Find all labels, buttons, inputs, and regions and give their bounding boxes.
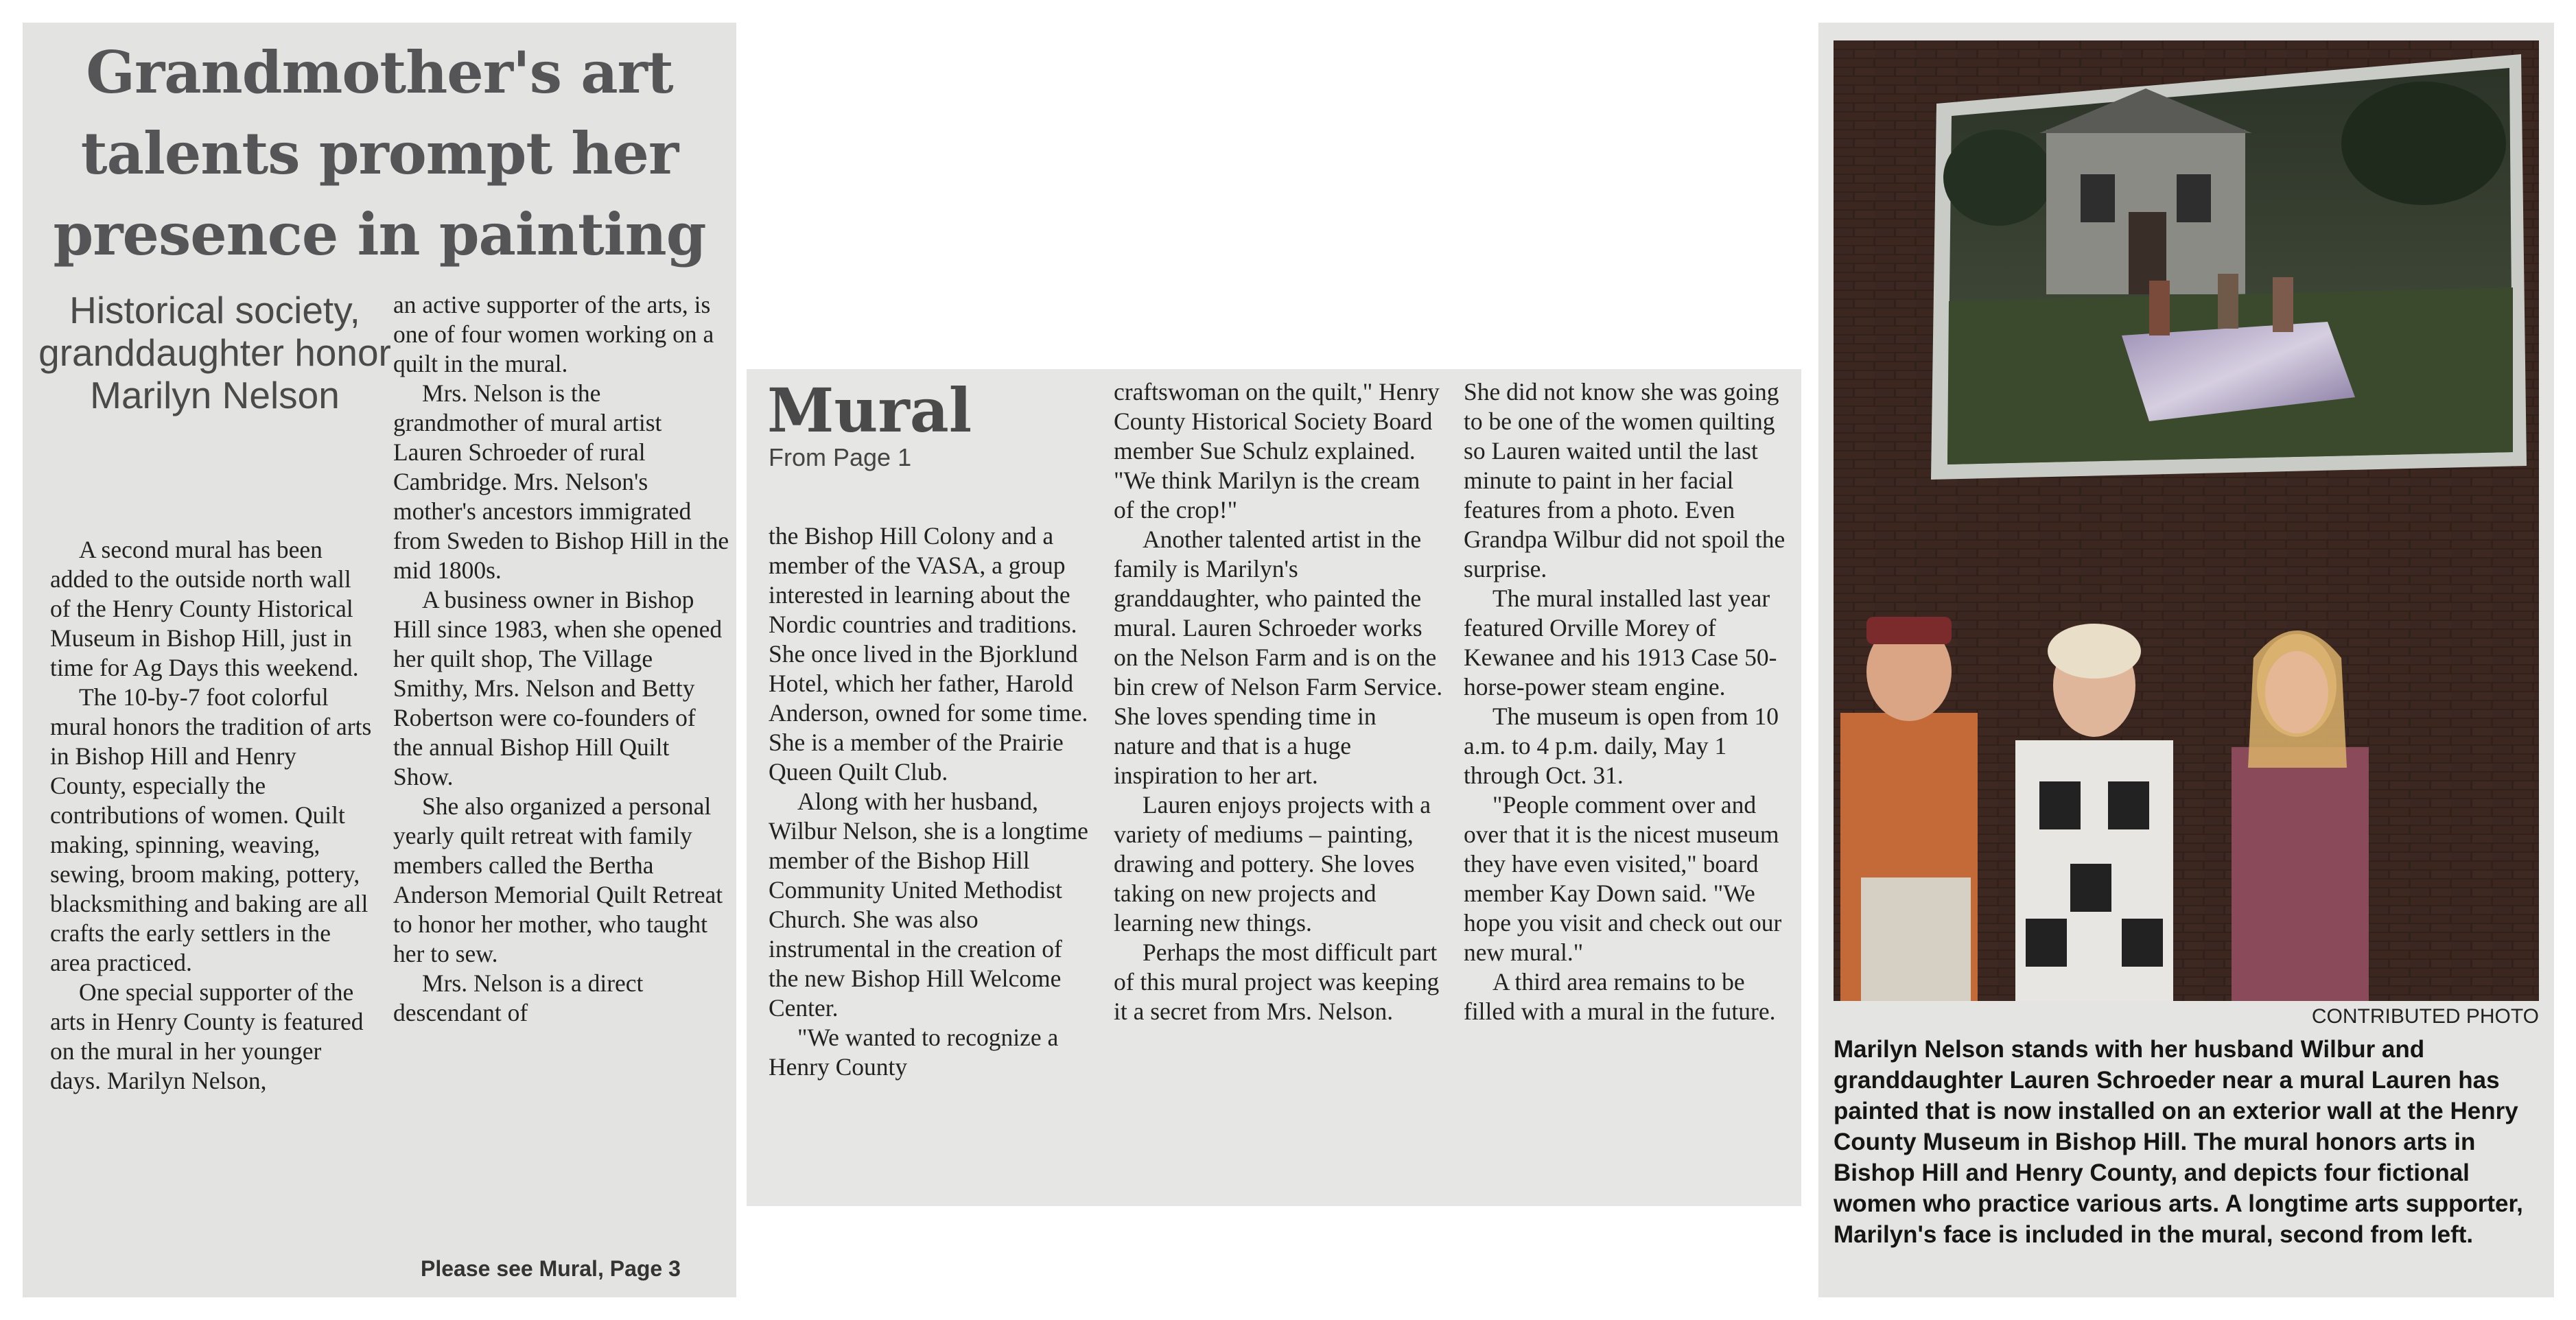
paragraph: craftswoman on the quilt," Henry County Historical Society Board member Sue Schulz explained. "We think Marilyn is the cream of the crop!"	[1114, 378, 1440, 523]
paragraph: an active supporter of the arts, is one of four women working on a quilt in the mural.	[393, 291, 714, 377]
from-page-label: From Page 1	[769, 443, 912, 471]
photo-clipping	[1818, 23, 2554, 1297]
headline: Grandmother's art talents prompt her presence in painting	[53, 38, 706, 268]
paragraph: A second mural has been added to the outside north wall of the Henry County Historical Museum in Bishop Hill, just in time for Ag Days this weekend.	[50, 536, 359, 681]
jump-column-1	[769, 521, 1091, 1082]
paragraph: "People comment over and over that it is the nicest museum they have even visited," board member Kay Down said. "We hope you visit and check out our new mural."	[1464, 791, 1782, 966]
deck-subheadline: Historical society, granddaughter honor Marilyn Nelson	[38, 289, 391, 416]
paragraph: Another talented artist in the family is Marilyn's granddaughter, who painted the mural. Lauren Schroeder works on the Nelson Farm and is on the bin crew of Nelson Farm Service. She loves spending time in nature and that is a huge inspiration to her art.	[1114, 526, 1443, 789]
photo-credit: CONTRIBUTED PHOTO	[2311, 1005, 2539, 1028]
paragraph: Perhaps the most difficult part of this mural project was keeping it a secret from Mrs. Nelson.	[1114, 939, 1440, 1025]
front-column-1	[50, 535, 376, 1096]
paragraph: The museum is open from 10 a.m. to 4 p.m. daily, May 1 through Oct. 31.	[1464, 703, 1779, 789]
paragraph: One special supporter of the arts in Henry County is featured on the mural in her younger days. Marilyn Nelson,	[50, 978, 364, 1094]
front-page-clipping	[23, 23, 736, 1297]
paragraph: Lauren enjoys projects with a variety of mediums – painting, drawing and pottery. She loves taking on new projects and learning new things.	[1114, 791, 1431, 936]
jump-column-3	[1464, 377, 1793, 1026]
paragraph: She also organized a personal yearly quilt retreat with family members called the Bertha Anderson Memorial Quilt Retreat to honor her mother, who taught her to sew.	[393, 792, 723, 967]
paragraph: Mrs. Nelson is the grandmother of mural artist Lauren Schroeder of rural Cambridge. Mrs. Nelson's mother's ancestors immigrated from Sweden to Bishop Hill in the mid 1800s.	[393, 379, 729, 584]
paragraph: She did not know she was going to be one of the women quilting so Lauren waited until the last minute to paint in her facial features from a photo. Even Grandpa Wilbur did not spoil the surprise.	[1464, 378, 1785, 582]
paragraph: "We wanted to recognize a Henry County	[769, 1024, 1059, 1081]
jump-line: Please see Mural, Page 3	[421, 1256, 681, 1281]
jump-column-2	[1114, 377, 1443, 1026]
paragraph: The mural installed last year featured Orville Morey of Kewanee and his 1913 Case 50-horse-power steam engine.	[1464, 585, 1777, 700]
paragraph: Mrs. Nelson is a direct descendant of	[393, 969, 644, 1026]
paragraph: the Bishop Hill Colony and a member of the VASA, a group interested in learning about the Nordic countries and traditions. She once lived in the Bjorklund Hotel, which her father, Harold Anderson, owned for some time. She is a member of the Prairie Queen Quilt Club.	[769, 522, 1088, 786]
mural-photo	[1834, 40, 2539, 1001]
paragraph: A third area remains to be filled with a mural in the future.	[1464, 968, 1776, 1025]
continuation-clipping	[747, 369, 1801, 1206]
jump-title: Mural	[767, 375, 972, 446]
front-column-2	[393, 290, 729, 1028]
photo-caption: Marilyn Nelson stands with her husband Wilbur and granddaughter Lauren Schroeder near a mural Lauren has painted that is now installed on an exterior wall at the Henry County Museum in Bishop Hill. The mural honors arts in Bishop Hill and Henry County, and depicts four fictional women who practice various arts. A longtime arts supporter, Marilyn's face is included in the mural, second from left.	[1834, 1036, 2523, 1248]
paragraph: The 10-by-7 foot colorful mural honors the tradition of arts in Bishop Hill and Henry County, especially the contributions of women. Quilt making, spinning, weaving, sewing, broom making, pottery, blacksmithing and baking are all crafts the early settlers in the area practiced.	[50, 683, 372, 976]
paragraph: Along with her husband, Wilbur Nelson, she is a longtime member of the Bishop Hill Community United Methodist Church. She was also instrumental in the creation of the new Bishop Hill Welcome Center.	[769, 788, 1088, 1022]
photo-illustration	[1834, 40, 2539, 1001]
paragraph: A business owner in Bishop Hill since 1983, when she opened her quilt shop, The Village Smithy, Mrs. Nelson and Betty Robertson were co-founders of the annual Bishop Hill Quilt Show.	[393, 586, 723, 790]
